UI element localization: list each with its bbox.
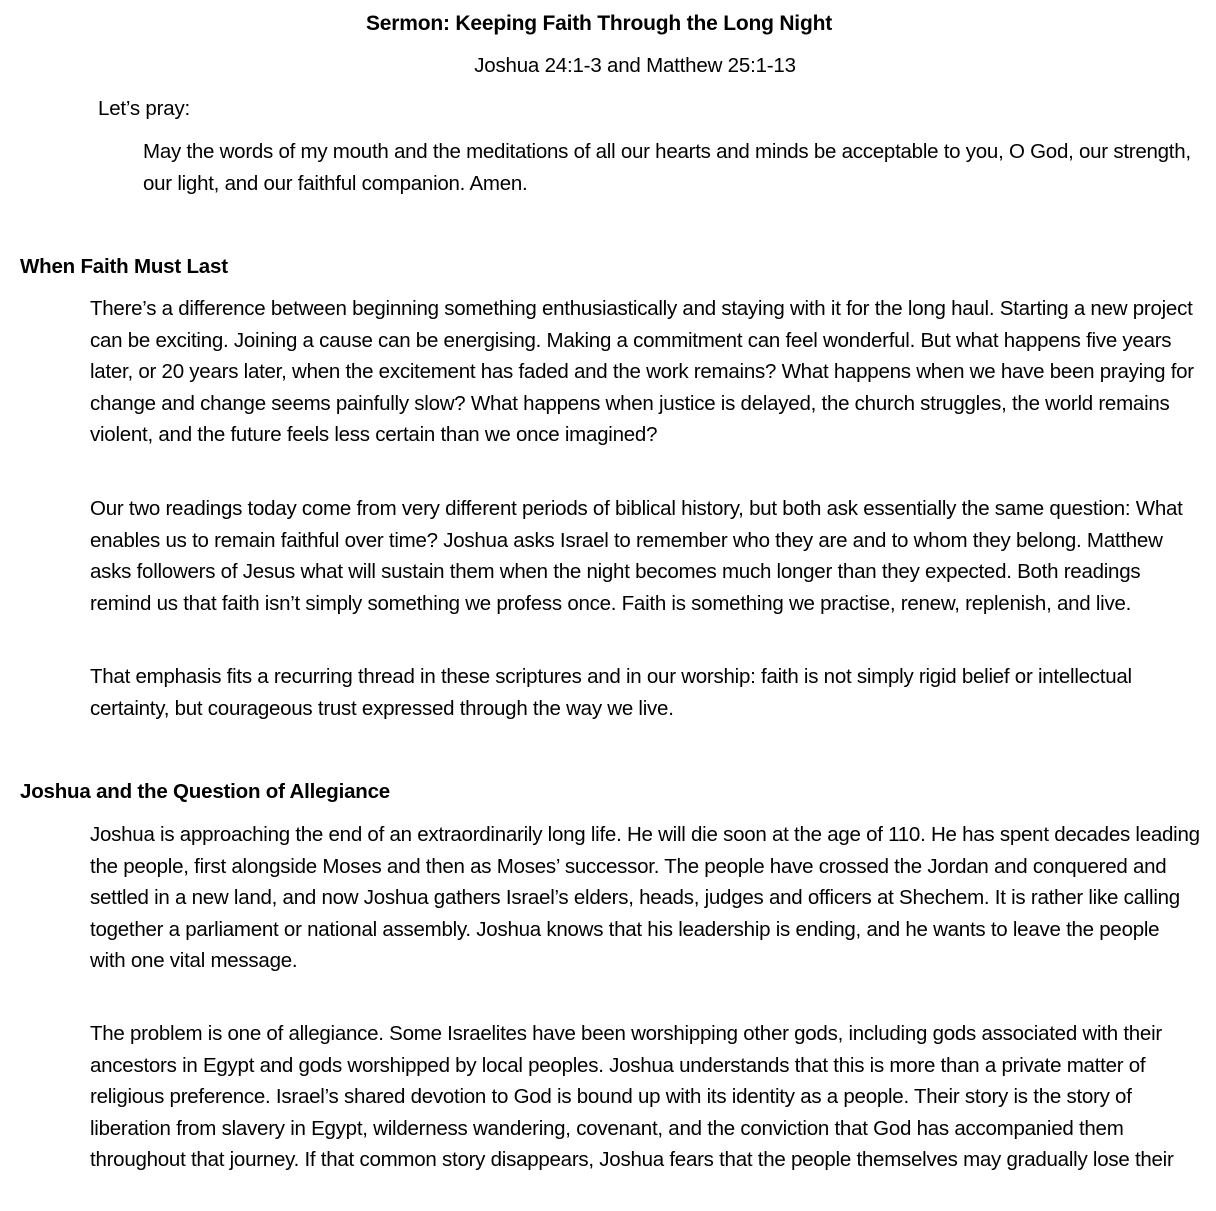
section-heading: Joshua and the Question of Allegiance — [20, 780, 391, 803]
scripture-reference: Joshua 24:1-3 and Matthew 25:1-13 — [474, 54, 796, 77]
paragraph: Joshua is approaching the end of an extraordinarily long life. He will die soon at the age of 110. He has spent decades leading the people, first alongside Moses and then as Moses’ successor. The people have crossed the Jordan and conquered and settled in a new land, and now Joshua gathers Israel’s elders, heads, judges and officers at Shechem. It is rather like calling together a parliament or national assembly. Joshua knows that his leadership is ending, and he wants to leave the people with one vital message. — [90, 823, 1200, 972]
section-heading: When Faith Must Last — [20, 255, 228, 278]
sermon-title: Sermon: Keeping Faith Through the Long Night — [366, 12, 832, 35]
paragraph: That emphasis fits a recurring thread in these scriptures and in our worship: faith is not simply rigid belief or intellectual certainty, but courageous trust expressed through the way we live. — [90, 665, 1132, 720]
paragraph: The problem is one of allegiance. Some Israelites have been worshipping other gods, including gods associated with their ancestors in Egypt and gods worshipped by local peoples. Joshua understands that this is more than a private matter of religious preference. Israel’s shared devotion to God is bound up with its identity as a people. Their story is the story of liberation from slavery in Egypt, wilderness wandering, covenant, and the conviction that God has accompanied them throughout that journey. If that common story disappears, Joshua fears that the people themselves may gradually lose their — [90, 1022, 1174, 1171]
paragraph: There’s a difference between beginning something enthusiastically and staying with it for the long haul. Starting a new project can be exciting. Joining a cause can be energising. Making a commitment can feel wonderful. But what happens five years later, or 20 years later, when the excitement has faded and the work remains? What happens when we have been praying for change and change seems painfully slow? What happens when justice is delayed, the church struggles, the world remains violent, and the future feels less certain than we once imagined? — [90, 297, 1194, 446]
paragraph: Our two readings today come from very different periods of biblical history, but both ask essentially the same question: What enables us to remain faithful over time? Joshua asks Israel to remember who they are and to whom they belong. Matthew asks followers of Jesus what will sustain them when the night becomes much longer than they expected. Both readings remind us that faith isn’t simply something we profess once. Faith is something we practise, renew, replenish, and live. — [90, 497, 1183, 615]
prayer-text: May the words of my mouth and the meditations of all our hearts and minds be acceptable to you, O God, our strength, our light, and our faithful companion. Amen. — [143, 140, 1191, 195]
prayer-lead: Let’s pray: — [98, 97, 191, 120]
